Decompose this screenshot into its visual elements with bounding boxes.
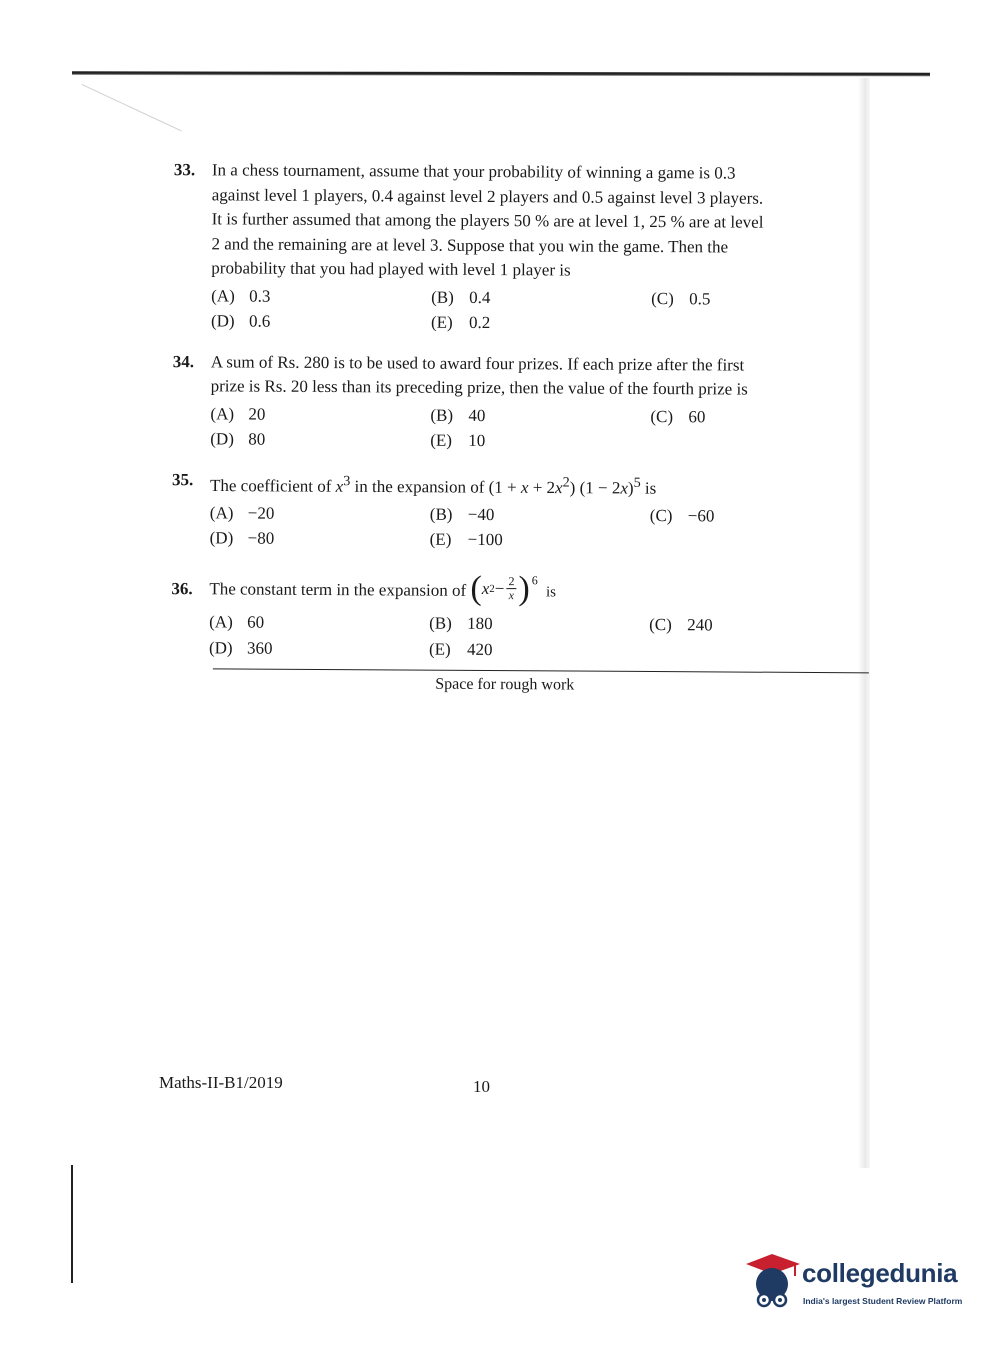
- brand-tagline: India's largest Student Review Platform: [803, 1296, 963, 1306]
- binomial-expression: ( x 2 − $\frac{2}{x}$ ) 6: [470, 569, 538, 608]
- option-d: (D) −80: [209, 528, 275, 548]
- options: [210, 501, 822, 555]
- text-line: prize is Rs. 20 less than its preceding prize, then the value of the fourth prize is: [210, 376, 748, 399]
- question-number: 36.: [171, 578, 193, 598]
- option-b: (B) −40: [429, 504, 495, 524]
- question-text: [211, 158, 824, 284]
- paper-code: Maths-II-B1/2019: [159, 1073, 283, 1092]
- text-line: It is further assumed that among the players 50 % are at level 1, 25 % are at level: [211, 209, 764, 232]
- question-35: [158, 467, 822, 554]
- option-e: (E) 10: [430, 430, 486, 450]
- option-c: (C) 240: [649, 615, 713, 635]
- option-d: (D) 0.6: [210, 311, 271, 331]
- option-e: (E) −100: [429, 529, 503, 550]
- text-line: 2 and the remaining are at level 3. Suppose that you win the game. Then the: [211, 233, 729, 256]
- option-c: (C) −60: [649, 505, 715, 526]
- left-edge-line: [71, 1165, 73, 1283]
- option-e: (E) 0.2: [430, 312, 491, 333]
- question-33: [159, 158, 824, 338]
- fold-line: [82, 84, 182, 131]
- options: [210, 402, 822, 456]
- option-a: (A) 20: [210, 403, 266, 424]
- question-text: The constant term in the expansion of ( x 2 − $\frac{2}{x}$ ) 6 is: [209, 569, 557, 608]
- page-edge-shadow: [858, 78, 870, 1168]
- question-number: 33.: [173, 160, 196, 180]
- option-a: (A) −20: [209, 502, 275, 523]
- option-b: (B) 0.4: [431, 287, 491, 307]
- text-line: In a chess tournament, assume that your probability of winning a game is 0.3: [211, 160, 736, 183]
- page-number: 10: [473, 1077, 490, 1096]
- rough-work-label: Space for rough work: [435, 675, 575, 694]
- brand-name: collegedunia: [802, 1258, 958, 1288]
- text-line: A sum of Rs. 280 is to be used to award four prizes. If each prize after the first: [210, 351, 745, 375]
- text-line: probability that you had played with level 1 player is: [211, 258, 571, 280]
- option-a: (A) 60: [209, 612, 265, 632]
- question-number: 34.: [172, 351, 195, 371]
- option-b: (B) 180: [429, 613, 493, 634]
- question-34: [158, 349, 823, 455]
- options: [209, 610, 821, 664]
- question-number: 35.: [171, 469, 194, 489]
- top-rule: [72, 71, 930, 76]
- option-c: (C) 60: [650, 406, 706, 426]
- question-36: [157, 569, 822, 700]
- question-list: [157, 158, 824, 716]
- option-b: (B) 40: [430, 405, 486, 425]
- option-c: (C) 0.5: [651, 288, 711, 308]
- options: [211, 284, 823, 338]
- fraction: $\frac{2}{x}$: [506, 575, 516, 602]
- question-text: The coefficient of $x^3$ in the expansion of $(1 + x + 2x^2)$ $(1 - 2x)^5$ is: [209, 472, 657, 498]
- option-d: (D) 360: [208, 637, 273, 658]
- text-line: against level 1 players, 0.4 against level 2 players and 0.5 against level 3 players.: [211, 184, 764, 208]
- option-d: (D) 80: [210, 429, 266, 449]
- graduate-mascot-icon: [742, 1250, 804, 1316]
- collegedunia-logo: [742, 1250, 972, 1316]
- option-a: (A) 0.3: [211, 285, 271, 306]
- question-text: [211, 350, 823, 403]
- option-e: (E) 420: [428, 639, 493, 659]
